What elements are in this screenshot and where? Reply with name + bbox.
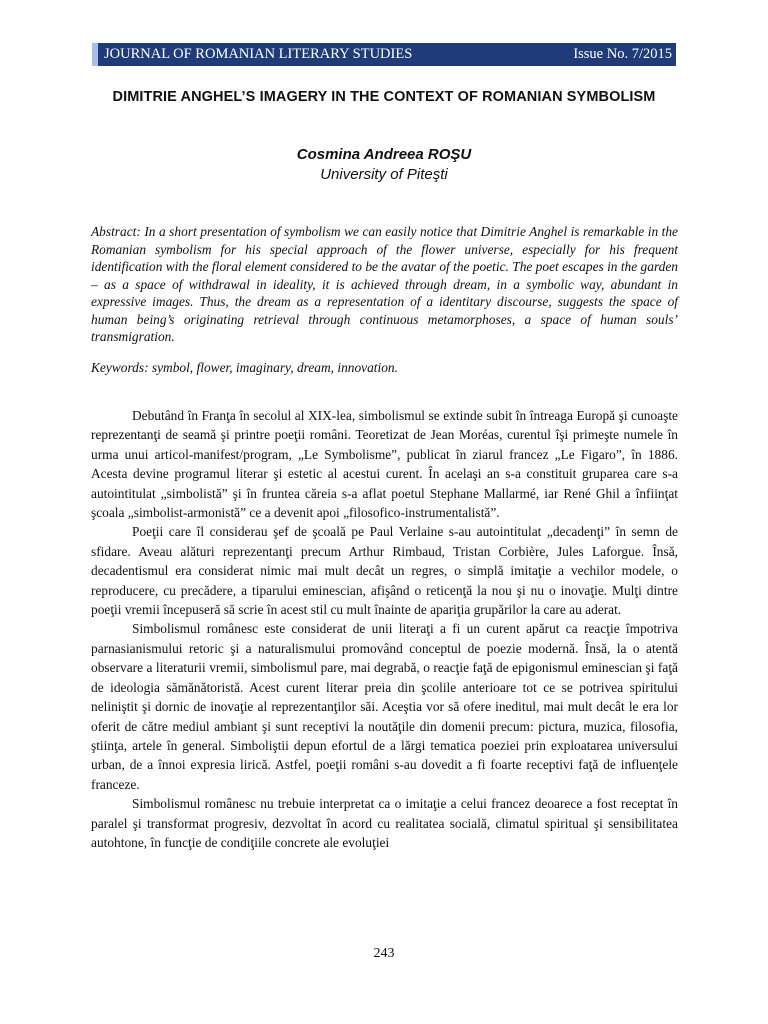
- journal-name: JOURNAL OF ROMANIAN LITERARY STUDIES: [104, 46, 413, 62]
- body-paragraph: Poeţii care îl considerau şef de şcoală pe Paul Verlaine s-au autointitulat „decadenţi” în semn de sfidare. Aveau alături reprezentanţi precum Arthur Rimbaud, Tristan Corbière, Jules Laforgue. Însă, decadentismul era considerat nimic mai mult decât un regres, o simplă imitaţie a vechilor modele, o reproducere, cu precădere, a tiparului eminescian, afişând o reticenţă la nou şi nu o inovaţie. Mulţi dintre poeţii vremii începuseră să scrie în acest stil cu mult înainte de apariţia grupărilor la care au aderat.: [91, 524, 678, 618]
- body-paragraph: Simbolismul românesc este considerat de unii literaţi a fi un curent apărut ca reacţie împotriva parnasianismului retoric şi a naturalismului promovând conceptul de poezie modernă. Însă, la o atentă observare a literaturii vremii, simbolismul pare, mai degrabă, o reacţie faţă de epigonismul eminescian şi faţă de ideologia sămănătoristă. Acest curent literar preia din şcolile anterioare tot ce se potrivea spiritului neliniştit şi dornic de inovaţie al reprezentanţilor săi. Aceştia vor să ofere ineditul, mai mult decât le era lor oferit de către mediul ambiant şi sunt receptivi la noutăţile din domenii precum: pictura, muzica, filosofia, ştiinţa, artele în general. Simboliştii depun efortul de a lărgi tematica poeziei prin exploatarea universului urban, de a înnoi expresia lirică. Astfel, poeţii români s-au dovedit a fi foarte receptivi faţă de influenţele franceze.: [91, 621, 678, 792]
- journal-header-bar: [92, 43, 676, 66]
- article-title: DIMITRIE ANGHEL’S IMAGERY IN THE CONTEXT OF ROMANIAN SYMBOLISM: [112, 89, 656, 105]
- issue-number: Issue No. 7/2015: [573, 46, 672, 62]
- author-name: Cosmina Andreea ROŞU: [296, 146, 472, 163]
- body-paragraph: Debutând în Franţa în secolul al XIX-lea, simbolismul se extinde subit în întreaga Europă şi cunoaşte reprezentanţi de seamă şi printre poeţii români. Teoretizat de Jean Moréas, curentul îşi primeşte numele în urma unui articol-manifest/program, „Le Symbolisme”, publicat în ziarul francez „Le Figaro”, în 1886. Acesta devine programul literar şi estetic al acestui curent. În acelaşi an s-a constituit gruparea care s-a autointitulat „simbolistă” şi în fruntea căreia s-a aflat poetul Stephane Mallarmé, iar René Ghil a înfiinţat şcoala „simbolist-armonistă” ce a devenit apoi „filosofico-instrumentalistă”.: [91, 408, 678, 521]
- body-paragraph: Simbolismul românesc nu trebuie interpretat ca o imitaţie a celui francez deoarece a fost receptat în paralel şi transformat progresiv, dezvoltat în acord cu realitatea socială, climatul spiritual şi sensibilitatea autohtone, în funcţie de condiţiile concrete ale evoluţiei: [91, 796, 678, 850]
- author-affiliation: University of Piteşti: [320, 166, 448, 183]
- abstract: Abstract: In a short presentation of symbolism we can easily notice that Dimitrie Anghel is remarkable in the Romanian symbolism for his special approach of the flower universe, especially for his frequent identification with the floral element considered to be the avatar of the poetic. The poet escapes in the garden – as a space of withdrawal in ideality, it is achieved through dream, in a symbolic way, abundant in expressive images. Thus, the dream as a representation of a identitary discourse, suggests the space of human being’s originating retrieval through continuous metamorphoses, a space of human souls’ transmigration.: [91, 224, 678, 344]
- article-body: [91, 406, 678, 852]
- header-accent-stripe: [92, 43, 98, 66]
- keywords: Keywords: symbol, flower, imaginary, dream, innovation.: [91, 360, 398, 375]
- page-number: 243: [373, 946, 395, 961]
